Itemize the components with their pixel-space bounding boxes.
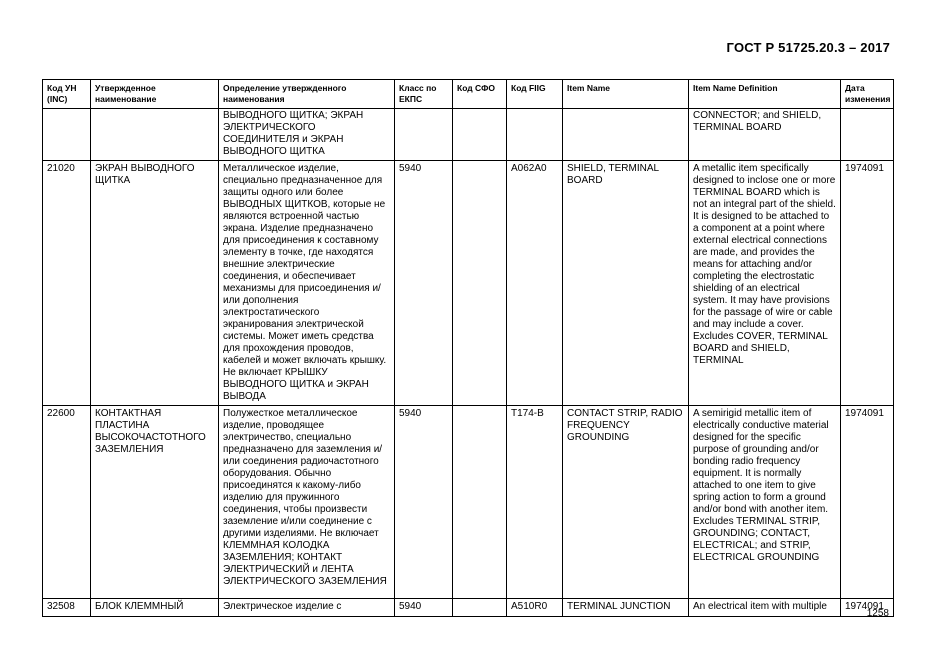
cell-inc: 21020 — [43, 161, 91, 406]
cell-inc: 22600 — [43, 406, 91, 599]
cell-date — [841, 109, 894, 161]
header-date: Дата изменения — [841, 80, 894, 109]
cell-item-def: CONNECTOR; and SHIELD, TERMINAL BOARD — [689, 109, 841, 161]
cell-fiig: T174-B — [507, 406, 563, 599]
cell-class: 5940 — [395, 599, 453, 617]
table-row — [43, 109, 894, 161]
header-fiig: Код FIIG — [507, 80, 563, 109]
table-header-row — [43, 80, 894, 109]
cell-class: 5940 — [395, 406, 453, 599]
cell-class: 5940 — [395, 161, 453, 406]
cell-date: 1974091 — [841, 599, 894, 617]
cell-name — [91, 109, 219, 161]
cell-item-name — [563, 109, 689, 161]
cell-sfo — [453, 406, 507, 599]
standard-number: ГОСТ Р 51725.20.3 – 2017 — [726, 40, 890, 55]
cell-item-name: SHIELD, TERMINAL BOARD — [563, 161, 689, 406]
cell-sfo — [453, 109, 507, 161]
cell-inc — [43, 109, 91, 161]
cell-definition: Электрическое изделие с — [219, 599, 395, 617]
header-approved-name: Утвержденное наименование — [91, 80, 219, 109]
cell-class — [395, 109, 453, 161]
header-class: Класс по ЕКПС — [395, 80, 453, 109]
cell-item-def: A metallic item specifically designed to inclose one or more TERMINAL BOARD which is not an integral part of the shield. It is designed to be attached to a component at a point where external electrical connections are made, and provides the means for attaching and/or completing the electrostatic shielding of an electrical system. It may have provisions for the passage of wire or cable and may include a cover. Excludes COVER, TERMINAL BOARD and SHIELD, TERMINAL — [689, 161, 841, 406]
table-row — [43, 406, 894, 599]
header-inc: Код УН (INC) — [43, 80, 91, 109]
cell-name: ЭКРАН ВЫВОДНОГО ЩИТКА — [91, 161, 219, 406]
table-row — [43, 599, 894, 617]
header-definition: Определение утвержденного наименования — [219, 80, 395, 109]
header-sfo: Код СФО — [453, 80, 507, 109]
cell-item-def: An electrical item with multiple — [689, 599, 841, 617]
cell-name: БЛОК КЛЕММНЫЙ — [91, 599, 219, 617]
page-number: 1258 — [866, 608, 889, 619]
cell-date: 1974091 — [841, 406, 894, 599]
cell-fiig: A510R0 — [507, 599, 563, 617]
cell-definition: Металлическое изделие, специально предназначенное для защиты одного или более ВЫВОДНЫХ ЩИТКОВ, которые не являются встроенной частью экрана. Изделие предназначено для присоединения к составному элементу в точке, где находятся внешние электрические соединения, и обеспечивает механизмы для присоединения и/или дополнения электростатического экранирования электрической системы. Может иметь средства для прохождения проводов, кабелей и может включать крышку. Не включает КРЫШКУ ВЫВОДНОГО ЩИТКА и ЭКРАН ВЫВОДА — [219, 161, 395, 406]
cell-inc: 32508 — [43, 599, 91, 617]
cell-date: 1974091 — [841, 161, 894, 406]
cell-name: КОНТАКТНАЯ ПЛАСТИНА ВЫСОКОЧАСТОТНОГО ЗАЗЕМЛЕНИЯ — [91, 406, 219, 599]
header-item-name-definition: Item Name Definition — [689, 80, 841, 109]
cell-definition: ВЫВОДНОГО ЩИТКА; ЭКРАН ЭЛЕКТРИЧЕСКОГО СОЕДИНИТЕЛЯ и ЭКРАН ВЫВОДНОГО ЩИТКА — [219, 109, 395, 161]
cell-sfo — [453, 161, 507, 406]
cell-fiig: A062A0 — [507, 161, 563, 406]
cell-sfo — [453, 599, 507, 617]
header-item-name: Item Name — [563, 80, 689, 109]
cell-item-name: CONTACT STRIP, RADIO FREQUENCY GROUNDING — [563, 406, 689, 599]
cell-item-def: A semirigid metallic item of electrically conductive material designed for the specific purpose of grounding and/or bonding radio frequency equipment. It is normally attached to one item to give spring action to form a ground and/or bond with another item. Excludes TERMINAL STRIP, GROUNDING; CONTACT, ELECTRICAL; and STRIP, ELECTRICAL GROUNDING — [689, 406, 841, 599]
table-row — [43, 161, 894, 406]
cell-definition: Полужесткое металлическое изделие, проводящее электричество, специально предназначено для заземления и/или соединения радиочастотного оборудования. Обычно присоединятся к какому-либо изделию для пружинного соединения, чтобы произвести заземление и/или соединение с другими изделиями. Не включает КЛЕММНАЯ КОЛОДКА ЗАЗЕМЛЕНИЯ; КОНТАКТ ЭЛЕКТРИЧЕСКИЙ и ЛЕНТА ЭЛЕКТРИЧЕСКОГО ЗАЗЕМЛЕНИЯ — [219, 406, 395, 599]
cell-item-name: TERMINAL JUNCTION — [563, 599, 689, 617]
cell-fiig — [507, 109, 563, 161]
nomenclature-table — [42, 79, 894, 617]
